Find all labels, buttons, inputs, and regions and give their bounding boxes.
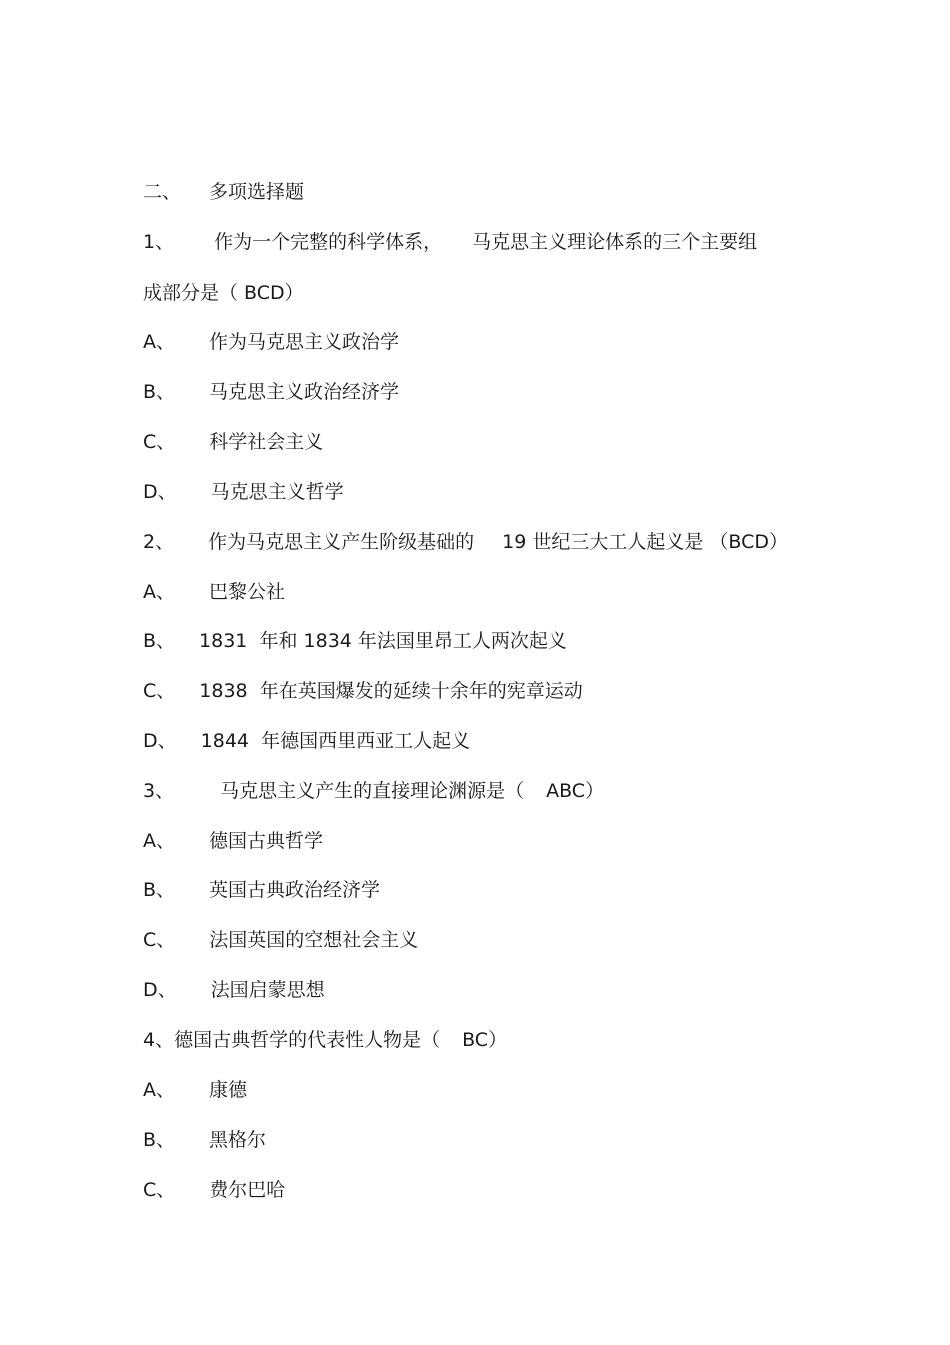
option-row [143,380,399,404]
option-label: A、 [143,331,175,353]
option-row [143,330,399,354]
option-text: 黑格尔 [209,1129,267,1151]
option-row [143,729,470,753]
option-label: D、 [143,979,177,1001]
question-3-line-1 [143,779,604,803]
question-4-line-1 [143,1028,507,1052]
option-label: C、 [143,1179,176,1201]
option-row [143,928,418,952]
option-row [143,430,323,454]
option-row [143,829,323,853]
question-text: 作为马克思主义产生阶级基础的 [208,531,475,553]
option-text: 费尔巴哈 [209,1179,286,1201]
question-text: 德国古典哲学的代表性人物是（ [174,1029,441,1051]
question-text: 成部分是（ BCD） [143,282,304,304]
section-number: 二、 [143,181,182,203]
question-number: 4、 [143,1029,175,1051]
question-2-line-1 [143,530,788,554]
question-text: 马克思主义理论体系的三个主要组 [472,231,758,253]
option-label: A、 [143,830,175,852]
option-row [143,1178,285,1202]
option-text: 1838 年在英国爆发的延续十余年的宪章运动 [199,680,583,702]
option-row [143,1128,266,1152]
option-label: D、 [143,481,177,503]
question-text: 作为一个完整的科学体系， [214,231,443,253]
section-title: 多项选择题 [209,181,305,203]
option-row [143,679,583,703]
option-row [143,629,567,653]
section-heading [143,180,304,204]
question-number: 2、 [143,531,175,553]
question-text: ABC） [546,780,605,802]
question-text: BC） [462,1029,508,1051]
option-text: 法国英国的空想社会主义 [209,929,419,951]
question-text: 19 世纪三大工人起义是 （BCD） [502,531,788,553]
option-label: B、 [143,879,176,901]
option-text: 马克思主义哲学 [210,481,344,503]
option-text: 1844 年德国西里西亚工人起义 [200,730,471,752]
option-text: 科学社会主义 [209,431,324,453]
option-label: A、 [143,581,175,603]
question-number: 3、 [143,780,175,802]
option-row [143,480,344,504]
option-text: 1831 年和 1834 年法国里昂工人两次起义 [199,630,567,652]
option-label: C、 [143,680,176,702]
option-text: 德国古典哲学 [209,830,324,852]
option-row [143,580,285,604]
question-1-line-1 [143,230,757,254]
option-label: C、 [143,929,176,951]
option-text: 作为马克思主义政治学 [209,331,400,353]
option-row [143,978,325,1002]
question-1-line-2 [143,281,304,305]
option-row [143,878,380,902]
option-text: 康德 [209,1079,248,1101]
option-text: 巴黎公社 [209,581,286,603]
option-label: B、 [143,630,176,652]
question-text: 马克思主义产生的直接理论渊源是（ [220,780,525,802]
question-number: 1、 [143,231,175,253]
option-label: A、 [143,1079,175,1101]
option-label: B、 [143,381,176,403]
option-text: 英国古典政治经济学 [209,879,381,901]
option-label: B、 [143,1129,176,1151]
option-text: 法国启蒙思想 [210,979,325,1001]
option-label: D、 [143,730,177,752]
option-row [143,1078,247,1102]
option-text: 马克思主义政治经济学 [209,381,400,403]
option-label: C、 [143,431,176,453]
